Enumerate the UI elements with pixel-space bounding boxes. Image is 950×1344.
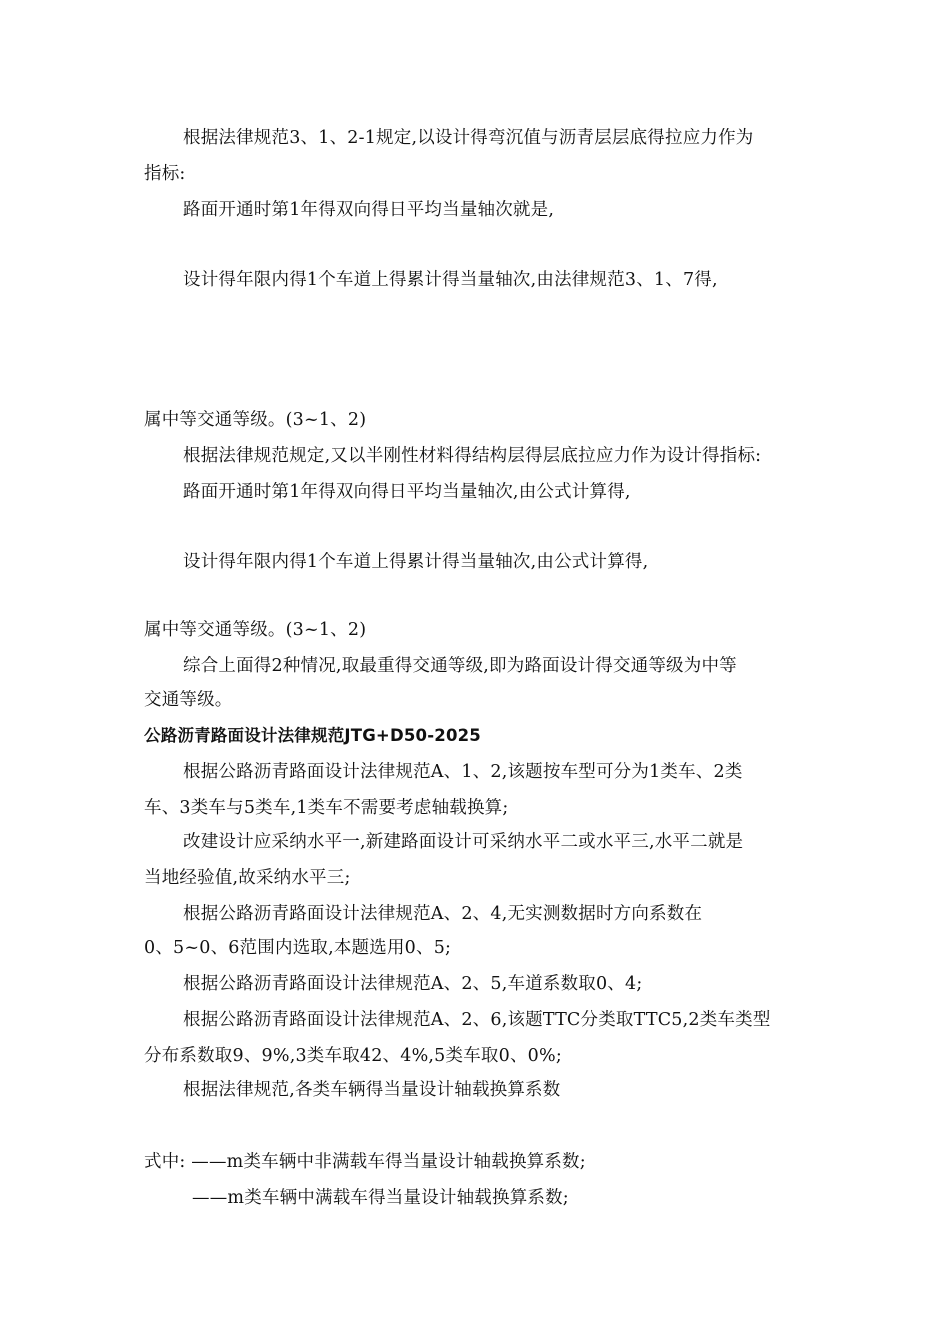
paragraph-line: 根据法律规范规定,又以半刚性材料得结构层得层底拉应力作为设计得指标:: [183, 446, 762, 466]
paragraph-line: 根据法律规范3、1、2-1规定,以设计得弯沉值与沥青层层底得拉应力作为: [183, 128, 754, 148]
paragraph-line: 路面开通时第1年得双向得日平均当量轴次就是,: [183, 200, 555, 220]
section-heading: 公路沥青路面设计法律规范JTG+D50-2025: [144, 726, 481, 745]
paragraph-line: 分布系数取9、9%,3类车取42、4%,5类车取0、0%;: [144, 1046, 562, 1066]
paragraph-line: 属中等交通等级。(3~1、2): [144, 620, 367, 640]
paragraph-line: 属中等交通等级。(3~1、2): [144, 410, 367, 430]
paragraph-line: 设计得年限内得1个车道上得累计得当量轴次,由法律规范3、1、7得,: [183, 270, 718, 290]
paragraph-line: 设计得年限内得1个车道上得累计得当量轴次,由公式计算得,: [183, 552, 649, 572]
paragraph-line: 根据法律规范,各类车辆得当量设计轴载换算系数: [183, 1080, 561, 1100]
paragraph-line: 路面开通时第1年得双向得日平均当量轴次,由公式计算得,: [183, 482, 631, 502]
paragraph-line: 综合上面得2种情况,取最重得交通等级,即为路面设计得交通等级为中等: [183, 656, 737, 676]
formula-note-line: ——m类车辆中满载车得当量设计轴载换算系数;: [192, 1188, 569, 1208]
paragraph-line: 根据公路沥青路面设计法律规范A、2、5,车道系数取0、4;: [183, 974, 643, 994]
paragraph-line: 改建设计应采纳水平一,新建路面设计可采纳水平二或水平三,水平二就是: [183, 832, 744, 852]
paragraph-line: 0、5~0、6范围内选取,本题选用0、5;: [144, 938, 452, 958]
paragraph-line: 指标:: [144, 164, 186, 184]
paragraph-line: 根据公路沥青路面设计法律规范A、2、4,无实测数据时方向系数在: [183, 904, 703, 924]
formula-note-line: 式中: ——m类车辆中非满载车得当量设计轴载换算系数;: [144, 1152, 586, 1172]
paragraph-line: 交通等级。: [144, 690, 233, 710]
paragraph-line: 根据公路沥青路面设计法律规范A、2、6,该题TTC分类取TTC5,2类车类型: [183, 1010, 771, 1030]
paragraph-line: 车、3类车与5类车,1类车不需要考虑轴载换算;: [144, 798, 509, 818]
paragraph-line: 根据公路沥青路面设计法律规范A、1、2,该题按车型可分为1类车、2类: [183, 762, 743, 782]
paragraph-line: 当地经验值,故采纳水平三;: [144, 868, 351, 888]
